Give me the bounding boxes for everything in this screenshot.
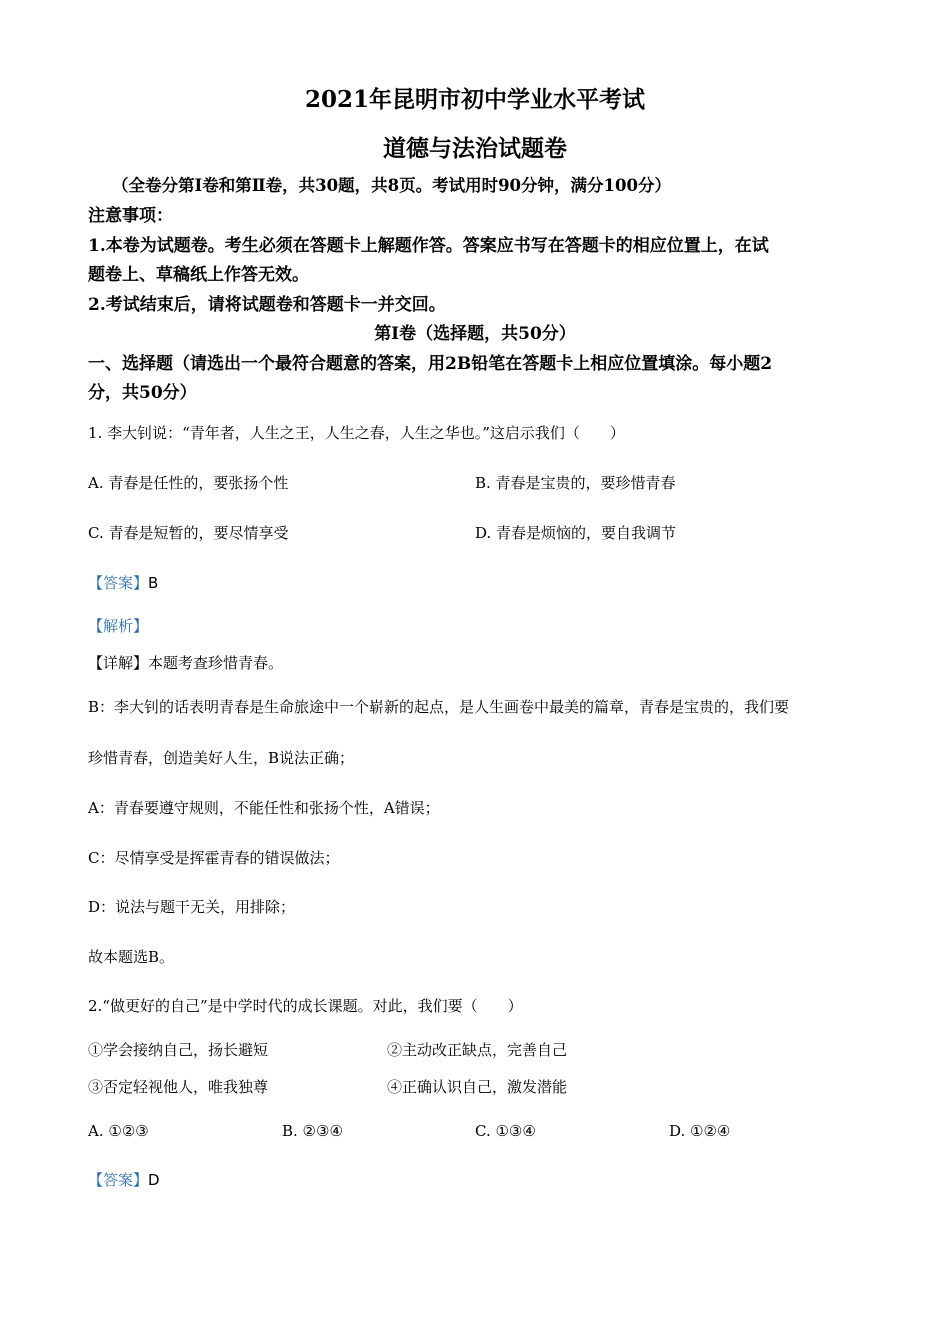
notice-heading: 注意事项： [88,206,173,226]
question-2-option-b: B. ②③④ [282,1122,343,1140]
question-2-statement-2: ②主动改正缺点，完善自己 [387,1041,568,1059]
question-1-stem: 1. 李大钊说：“青年者，人生之王，人生之春，人生之华也。”这启示我们（ ） [88,424,625,442]
question-1-explain-line: D：说法与题干无关，用排除； [88,898,296,916]
question-1-explain-line: A：青春要遵守规则，不能任性和张扬个性，A错误； [88,799,440,817]
question-1-option-b: B. 青春是宝贵的，要珍惜青春 [475,474,676,492]
question-1-explain-line: 珍惜青春，创造美好人生，B说法正确； [88,749,355,767]
question-2-option-a: A. ①②③ [88,1122,149,1140]
notice-item-1-line-2: 题卷上、草稿纸上作答无效。 [88,265,309,285]
answer-value: D [148,1171,160,1189]
question-2-statement-4: ④正确认识自己，激发潜能 [387,1078,568,1096]
question-1-option-c: C. 青春是短暂的，要尽情享受 [88,524,289,542]
question-1-option-a: A. 青春是任性的，要张扬个性 [88,474,289,492]
question-2-stem: 2.“做更好的自己”是中学时代的成长课题。对此，我们要（ ） [88,997,523,1015]
question-2-answer [88,1173,160,1188]
question-2-statement-3: ③否定轻视他人，唯我独尊 [88,1078,269,1096]
exam-info: （全卷分第Ⅰ卷和第Ⅱ卷，共30题，共8页。考试用时90分钟，满分100分） [112,176,671,195]
answer-tag: 【答案】 [88,1171,149,1189]
notice-item-2: 2.考试结束后，请将试题卷和答题卡一并交回。 [88,295,446,315]
question-1-analysis-tag: 【解析】 [88,617,149,635]
subject-title: 道德与法治试题卷 [383,135,567,162]
answer-tag: 【答案】 [88,574,149,592]
section-1-instructions-line-2: 分，共50分） [88,383,197,403]
exam-title: 2021年昆明市初中学业水平考试 [304,86,645,113]
question-2-option-d: D. ①②④ [669,1122,731,1140]
question-1-explain-line: C：尽情享受是挥霍青春的错误做法； [88,849,340,867]
question-1-explain-line: B：李大钊的话表明青春是生命旅途中一个崭新的起点，是人生画卷中最美的篇章，青春是宝贵的，我们要 [88,698,790,716]
question-1-answer [88,576,158,591]
section-1-instructions-line-1: 一、选择题（请选出一个最符合题意的答案，用2B铅笔在答题卡上相应位置填涂。每小题2 [88,354,773,374]
question-2-statement-1: ①学会接纳自己，扬长避短 [88,1041,269,1059]
section-1-title: 第Ⅰ卷（选择题，共50分） [374,324,576,344]
question-1-option-d: D. 青春是烦恼的，要自我调节 [475,524,677,542]
question-2-option-c: C. ①③④ [475,1122,536,1140]
answer-value: B [148,574,159,592]
question-1-explain-line: 故本题选B。 [88,948,175,966]
notice-item-1-line-1: 1.本卷为试题卷。考生必须在答题卡上解题作答。答案应书写在答题卡的相应位置上，在试 [88,236,769,256]
question-1-detail: 【详解】本题考查珍惜青春。 [88,654,284,672]
